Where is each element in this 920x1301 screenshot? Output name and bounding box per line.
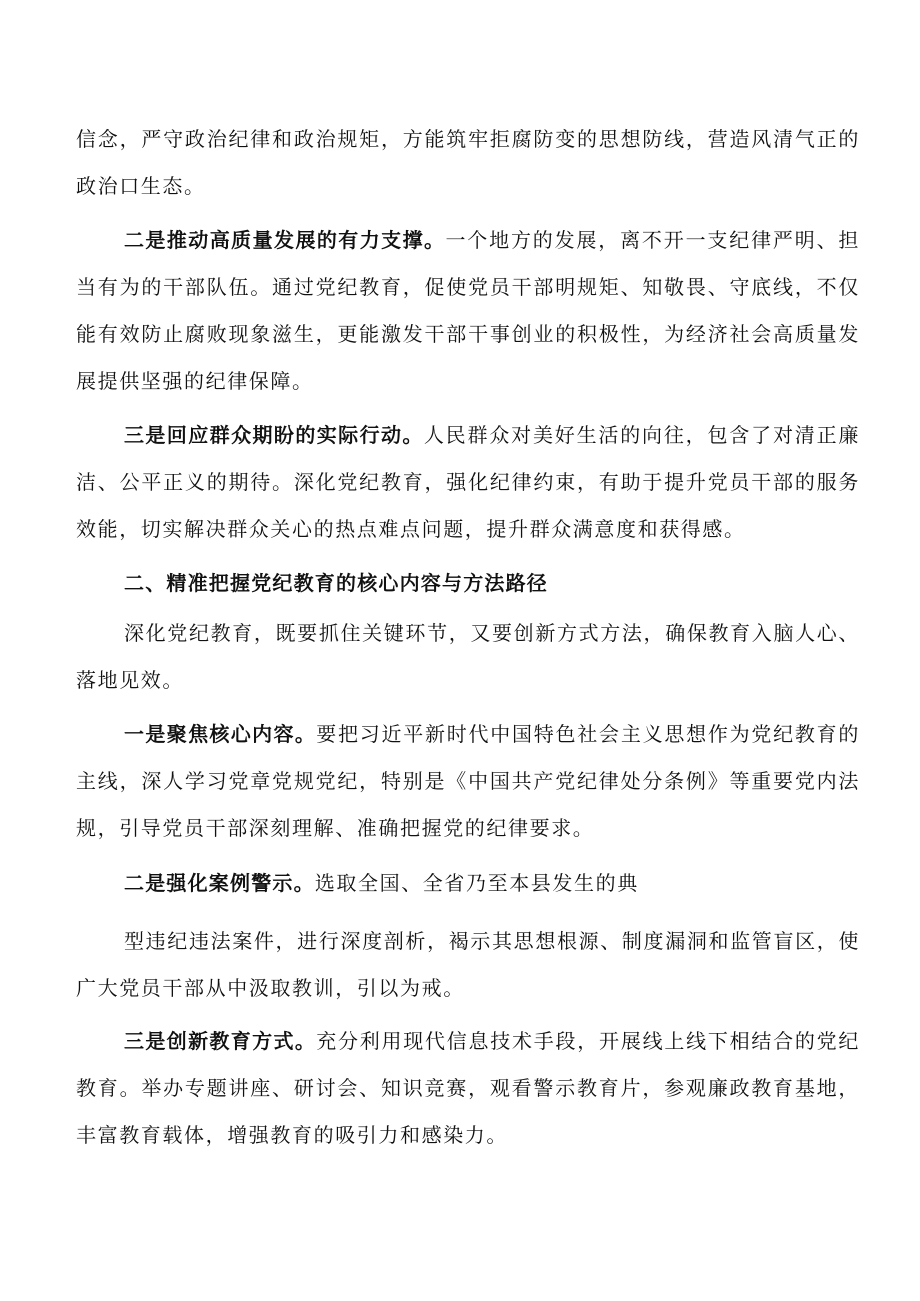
- paragraph-lead: 一是聚焦核心内容。: [124, 722, 317, 746]
- paragraph-text: 一个地方的发展，离不开一支纪律严明、担当有为的干部队伍。通过党纪教育，促使党员干部明规矩、知敬畏、守底线，不仅能有效防止腐败现象滋生，更能激发干部干事创业的积极性，为经济社会高质量发展提供坚强的纪律保障。: [76, 228, 860, 393]
- paragraph-text: 选取全国、全省乃至本县发生的典: [314, 871, 639, 895]
- paragraph-high-quality-development: [76, 217, 860, 405]
- section-heading-text: 二、精准把握党纪教育的核心内容与方法路径: [124, 571, 548, 595]
- paragraph-text: 信念，严守政治纪律和政治规矩，方能筑牢拒腐防变的思想防线，营造风清气正的政治口生态。: [76, 127, 860, 198]
- paragraph-intro: [76, 610, 860, 704]
- paragraph-public-expectations: [76, 412, 860, 553]
- paragraph-education-methods: [76, 1018, 860, 1159]
- paragraph-case-warning-continued: [76, 918, 860, 1012]
- paragraph-lead: 二是强化案例警示。: [124, 871, 315, 895]
- paragraph-lead: 三是回应群众期盼的实际行动。: [124, 423, 424, 447]
- paragraph-lead: 二是推动高质量发展的有力支撑。: [124, 228, 446, 252]
- paragraph-case-warning: [76, 860, 860, 907]
- paragraph-text: 深化党纪教育，既要抓住关键环节，又要创新方式方法，确保教育入脑人心、落地见效。: [76, 621, 860, 692]
- paragraph-continuation: [76, 116, 860, 210]
- paragraph-text: 人民群众对美好生活的向往，包含了对清正廉洁、公平正义的期待。深化党纪教育，强化纪律约束，有助于提升党员干部的服务效能，切实解决群众关心的热点难点问题，提升群众满意度和获得感。: [76, 423, 860, 541]
- paragraph-core-content: [76, 711, 860, 852]
- paragraph-text: 型违纪违法案件，进行深度剖析，褐示其思想根源、制度漏洞和监管盲区，使广大党员干部从中汲取教训，引以为戒。: [76, 929, 860, 1000]
- paragraph-text: 充分利用现代信息技术手段，开展线上线下相结合的党纪教育。举办专题讲座、研讨会、知识竞赛，观看警示教育片，参观廉政教育基地，丰富教育载体，增强教育的吸引力和感染力。: [76, 1029, 860, 1147]
- section-heading: [76, 560, 860, 607]
- paragraph-lead: 三是创新教育方式。: [124, 1029, 317, 1053]
- paragraph-text: 要把习近平新时代中国特色社会主义思想作为党纪教育的主线，深人学习党章党规党纪，特别是《中国共产党纪律处分条例》等重要党内法规，引导党员干部深刻理解、准确把握党的纪律要求。: [76, 722, 860, 840]
